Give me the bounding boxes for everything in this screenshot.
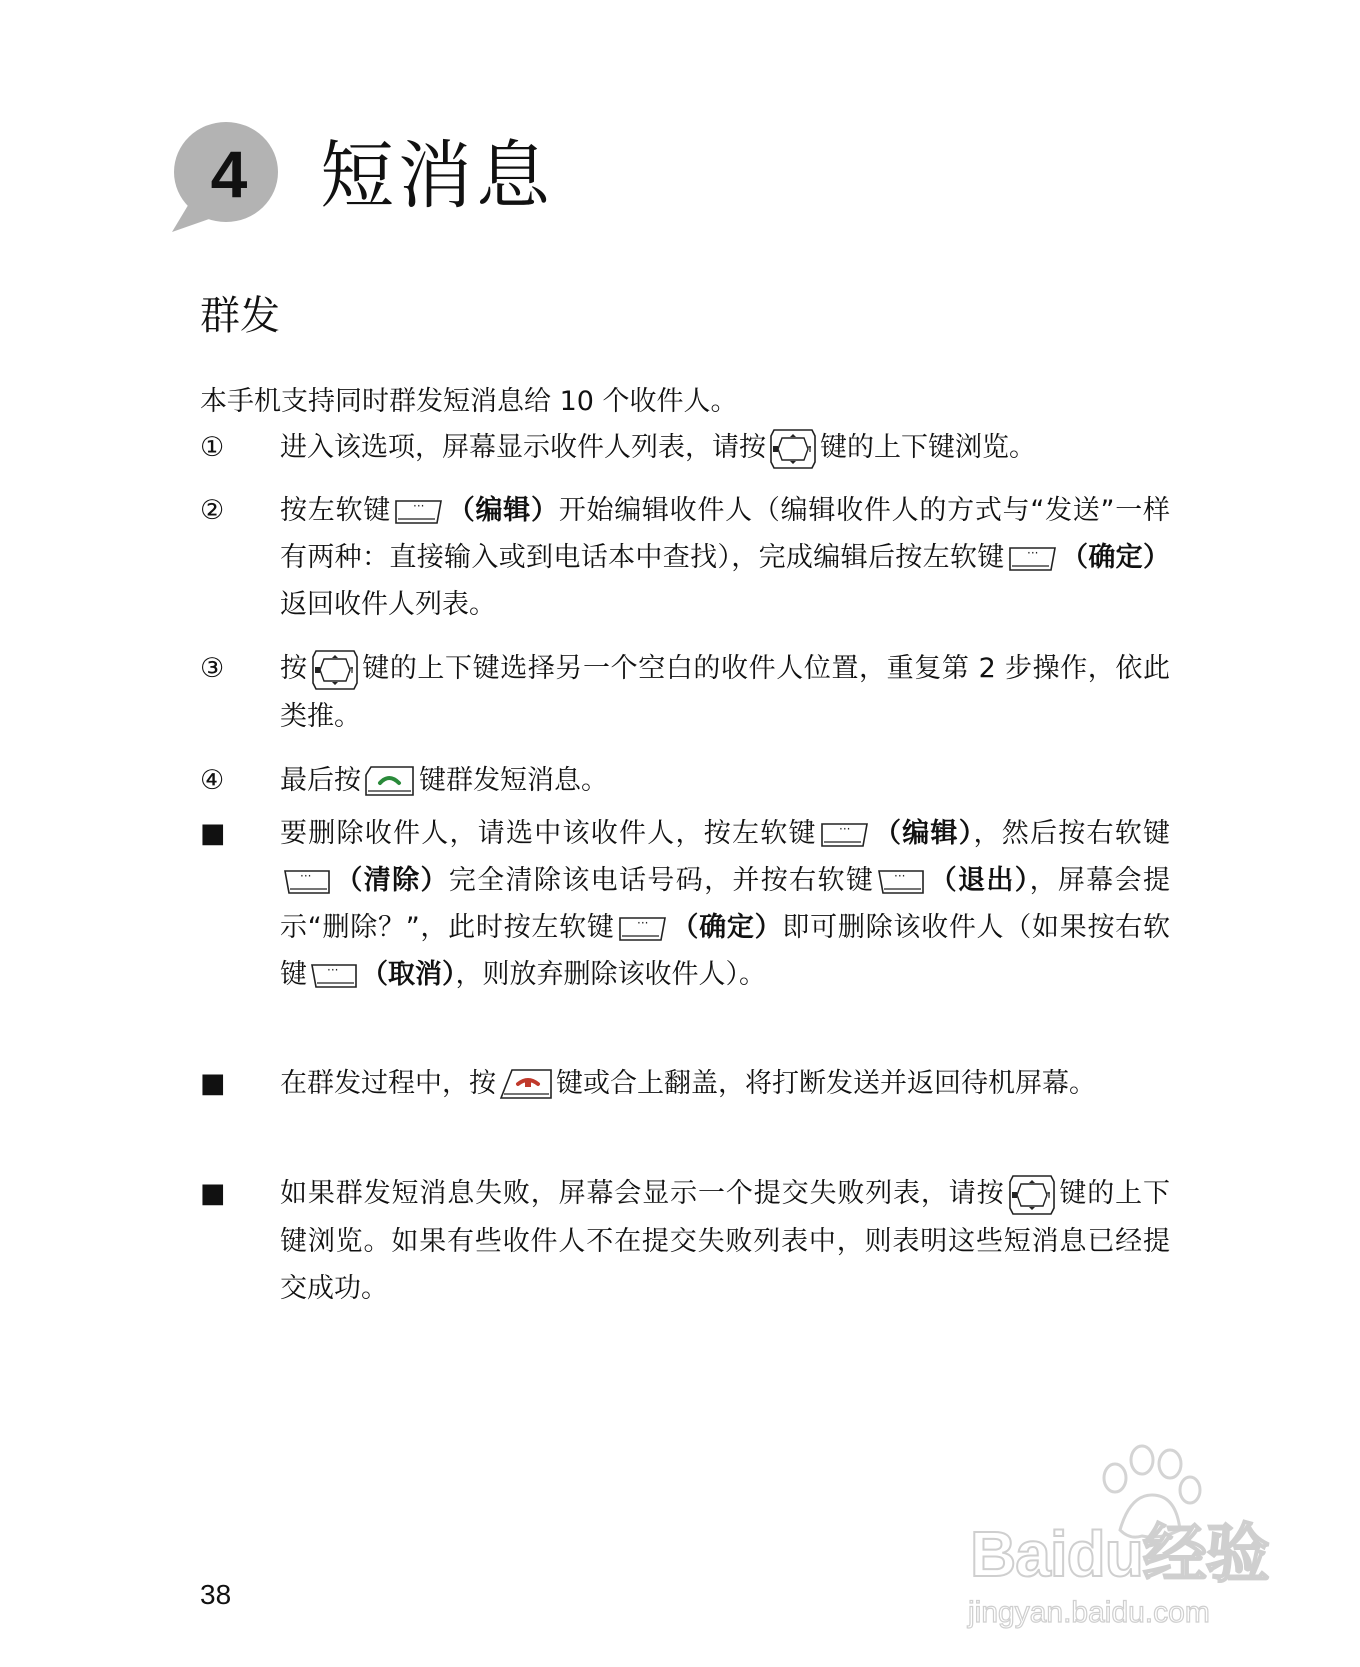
item-text: 最后按 — [280, 765, 361, 796]
item-text: 键或合上翻盖，将打断发送并返回待机屏幕。 — [556, 1068, 1096, 1099]
chapter-badge — [168, 120, 280, 238]
item-text: 如果群发短消息失败，屏幕会显示一个提交失败列表，请按 — [280, 1178, 1005, 1209]
intro-paragraph: 本手机支持同时群发短消息给 10 个收件人。 — [200, 386, 738, 417]
item-text: 在群发过程中，按 — [280, 1068, 496, 1099]
item-marker: ③ — [200, 653, 225, 684]
right-softkey-icon — [282, 865, 332, 899]
list-item — [200, 424, 1170, 472]
send-key-icon — [363, 763, 417, 801]
left-softkey-icon — [1007, 542, 1059, 576]
item-marker: ② — [200, 495, 225, 526]
item-text: 键的上下键浏览。 — [820, 432, 1036, 463]
navigation-key-icon — [1007, 1172, 1057, 1218]
item-bold-text: （取消） — [361, 959, 456, 990]
list-item — [200, 1170, 1170, 1312]
left-softkey-icon — [617, 912, 669, 946]
item-bold-text: （清除） — [334, 865, 449, 896]
list-item — [200, 810, 1170, 998]
item-bold-text: （确定） — [1060, 542, 1171, 573]
chapter-number: 4 — [210, 137, 248, 211]
watermark-logo: Baidu经验 — [970, 1518, 1269, 1590]
item-bold-text: （编辑） — [446, 495, 559, 526]
list-item — [200, 487, 1170, 628]
item-text: 即可删除该收件人（如果按右软键 — [280, 912, 1171, 990]
item-text: 进入该选项，屏幕显示收件人列表，请按 — [280, 432, 766, 463]
list-item — [200, 757, 1170, 804]
left-softkey-icon — [819, 818, 871, 852]
item-text: 键的上下键浏览。如果有些收件人不在提交失败列表中，则表明这些短消息已经提交成功。 — [280, 1178, 1171, 1304]
svg-text:···: ··· — [894, 868, 906, 883]
item-bold-text: （退出） — [928, 865, 1030, 896]
item-bold-text: （编辑） — [872, 818, 974, 849]
navigation-key-icon — [768, 426, 818, 472]
item-text: 键群发短消息。 — [419, 765, 608, 796]
item-marker: ① — [200, 432, 225, 463]
baidu-watermark — [960, 1440, 1290, 1640]
list-item — [200, 645, 1170, 740]
item-text: 键的上下键选择另一个空白的收件人位置，重复第 2 步操作，依此类推。 — [280, 653, 1171, 732]
item-marker: ■ — [200, 1068, 226, 1099]
right-softkey-icon — [876, 865, 926, 899]
left-softkey-icon — [393, 495, 445, 529]
item-marker: ■ — [200, 818, 226, 849]
list-item — [200, 1060, 1170, 1107]
item-text: 完全清除该电话号码，并按右软键 — [448, 865, 875, 896]
item-text: ，屏幕会提示“删除？”，此时按左软键 — [280, 865, 1171, 943]
item-text: 开始编辑收件人（编辑收件人的方式与“发送”一样有两种：直接输入或到电话本中查找），完成编辑后按左软键 — [280, 495, 1171, 573]
svg-text:···: ··· — [412, 498, 425, 513]
svg-text:···: ··· — [838, 821, 851, 836]
item-text: 要删除收件人，请选中该收件人，按左软键 — [280, 818, 817, 849]
end-key-icon — [498, 1066, 554, 1104]
item-text: ，然后按右软键 — [973, 818, 1170, 849]
item-marker: ④ — [200, 765, 225, 796]
item-text: 按左软键 — [280, 495, 391, 526]
item-bold-text: （确定） — [670, 912, 783, 943]
svg-text:···: ··· — [300, 868, 312, 883]
item-text: 按 — [280, 653, 308, 684]
svg-text:···: ··· — [1026, 545, 1039, 560]
navigation-key-icon — [310, 647, 360, 693]
svg-text:···: ··· — [327, 962, 339, 977]
chapter-title: 短消息 — [320, 133, 554, 219]
right-softkey-icon — [309, 959, 359, 993]
svg-text:···: ··· — [636, 915, 649, 930]
page-number: 38 — [200, 1579, 232, 1610]
item-text: ，则放弃删除该收件人）。 — [455, 959, 766, 990]
section-title: 群发 — [200, 293, 280, 339]
item-text: 返回收件人列表。 — [280, 589, 496, 620]
item-marker: ■ — [200, 1178, 226, 1209]
watermark-url: jingyan.baidu.com — [968, 1596, 1210, 1629]
